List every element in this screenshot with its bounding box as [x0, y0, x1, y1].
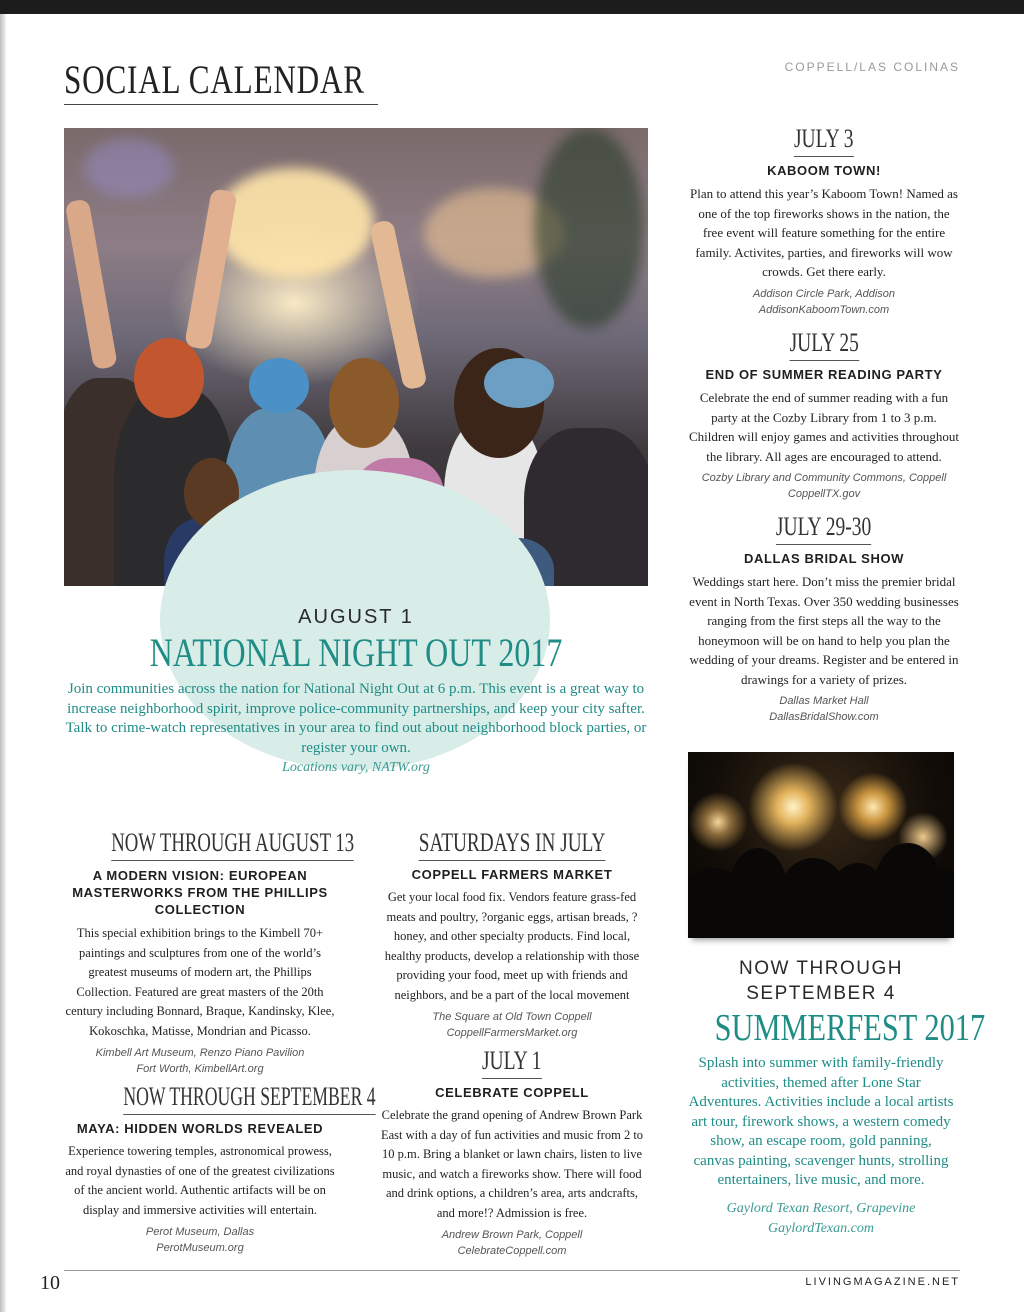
- event-description: Weddings start here. Don’t miss the premier bridal event in North Texas. Over 350 wedding businesses ranging from the first steps all the way to the honeymoon will be on hand to help you plan the wedding of your dreams. Register and be entered in drawings for a variety of prizes.: [689, 574, 959, 687]
- event-date: JULY 3: [794, 124, 854, 157]
- event-website: DallasBridalShow.com: [769, 711, 879, 723]
- event-website: Fort Worth, KimbellArt.org: [136, 1063, 264, 1075]
- feature-title: NATIONAL NIGHT OUT 2017: [149, 630, 563, 675]
- page-title: SOCIAL CALENDAR: [64, 57, 365, 102]
- page-edge: [0, 14, 6, 1312]
- event-location: Andrew Brown Park, Coppell: [441, 1229, 583, 1241]
- event-description: Celebrate the end of summer reading with a fun party at the Cozby Library from 1 to 3 p.m. Children will enjoy games and activities throughout the library. All ages are encouraged to attend.: [688, 390, 960, 464]
- event-description: Experience towering temples, astronomical prowess, and royal dynasties of one of the greatest civilizations of the ancient world. Authentic artifacts will be on display and immersive activities will entertain.: [65, 1144, 335, 1217]
- top-bar: [0, 0, 1024, 14]
- fireworks-crowd-photo: [688, 752, 954, 938]
- event-farmers-market: [376, 828, 648, 1041]
- event-description: This special exhibition brings to the Kimbell 70+ paintings and sculptures from one of the world’s greatest museums of modern art, the Phillips Collection. Featured are great masters of the 20th century including Bonnard, Braque, Kandinsky, Klee, Kokoschka, Matisse, Mondrian and Picasso.: [65, 926, 335, 1038]
- summerfest-description: Splash into summer with family-friendly activities, themed after Lone Star Adventures. Activities include a local artists art tour, firework shows, a western comedy show, an escape room, gold panning, canvas painting, scavenger hunts, strolling entertainers, live music, and more.: [688, 1055, 954, 1188]
- region-label: COPPELL/LAS COLINAS: [784, 60, 960, 74]
- event-name: DALLAS BRIDAL SHOW: [743, 551, 905, 566]
- event-name: COPPELL FARMERS MARKET: [411, 867, 613, 882]
- event-location: Perot Museum, Dallas: [145, 1226, 255, 1238]
- summerfest-title: SUMMERFEST 2017: [714, 1007, 986, 1049]
- event-location: Dallas Market Hall: [779, 695, 869, 707]
- event-date: JULY 25: [789, 328, 858, 361]
- feature-date: AUGUST 1: [298, 606, 414, 628]
- event-celebrate-coppell: [376, 1046, 648, 1259]
- event-description: Celebrate the grand opening of Andrew Brown Park East with a day of fun activities and music from 2 to 10 p.m. Bring a blanket or lawn chairs, listen to live music, and watch a fireworks show. There will food and drink options, a children’s area, arts andcrafts, and more!? Admission is free.: [380, 1108, 644, 1220]
- event-location: Addison Circle Park, Addison: [752, 287, 896, 300]
- event-date: JULY 1: [482, 1046, 542, 1079]
- event-description: Get your local food fix. Vendors feature grass-fed meats and poultry, ?organic eggs, artisan breads, ?honey, and other specialty products. Find local, healthy products, develop a relationship with those providing your food, meet up with friends and neighbors, and be a part of the local movement: [384, 890, 640, 1002]
- site-url: LIVINGMAGAZINE.NET: [805, 1276, 960, 1288]
- page-number: 10: [40, 1272, 60, 1294]
- event-name: END OF SUMMER READING PARTY: [705, 367, 943, 382]
- event-location: Cozby Library and Community Commons, Coppell: [701, 472, 947, 484]
- event-website: CoppellFarmersMarket.org: [446, 1027, 578, 1039]
- event-website: CoppellTX.gov: [787, 488, 861, 500]
- summerfest-location: Gaylord Texan Resort, Grapevine: [726, 1200, 916, 1216]
- event-name: CELEBRATE COPPELL: [435, 1085, 589, 1100]
- event-bridal-show: [688, 512, 960, 725]
- event-summer-reading: [688, 328, 960, 502]
- event-modern-vision: [64, 828, 355, 1077]
- event-name: A MODERN VISION: EUROPEAN MASTERWORKS FROM THE PHILLIPS COLLECTION: [72, 868, 328, 917]
- event-website: AddisonKaboomTown.com: [758, 303, 890, 316]
- event-date: NOW THROUGH SEPTEMBER 4: [123, 1082, 375, 1115]
- feature-location: Locations vary, NATW.org: [282, 760, 430, 775]
- event-description: Plan to attend this year’s Kaboom Town! Named as one of the top fireworks shows in the nation, the free event will feature something for the entire family. Activites, parties, and fireworks will wow crowds. Get there early.: [690, 186, 958, 279]
- summerfest-website: GaylordTexan.com: [768, 1220, 874, 1236]
- event-location: Kimbell Art Museum, Renzo Piano Pavilion: [95, 1047, 305, 1059]
- title-rule: [64, 104, 378, 105]
- feature-event: [64, 600, 648, 776]
- event-date: JULY 29-30: [776, 512, 871, 545]
- summerfest-event: [688, 956, 986, 1239]
- event-name: KABOOM TOWN!: [767, 163, 881, 178]
- event-name: MAYA: HIDDEN WORLDS REVEALED: [76, 1121, 324, 1136]
- event-date: SATURDAYS IN JULY: [419, 828, 606, 861]
- event-date: NOW THROUGH AUGUST 13: [111, 828, 354, 861]
- event-website: CelebrateCoppell.com: [457, 1245, 567, 1257]
- summerfest-date: NOW THROUGH SEPTEMBER 4: [739, 958, 903, 1004]
- event-maya: [64, 1082, 376, 1256]
- footer-rule: [64, 1270, 960, 1271]
- event-location: The Square at Old Town Coppell: [432, 1011, 592, 1023]
- event-website: PerotMuseum.org: [156, 1242, 244, 1254]
- event-kaboom-town: [688, 124, 960, 318]
- feature-description: Join communities across the nation for National Night Out at 6 p.m. This event is a great way to increase neighborhood spirit, improve police-community partnerships, and keep your city safter. Talk to crime-watch representatives in your area to find out about neighborhood block parties, or register your own.: [65, 681, 647, 756]
